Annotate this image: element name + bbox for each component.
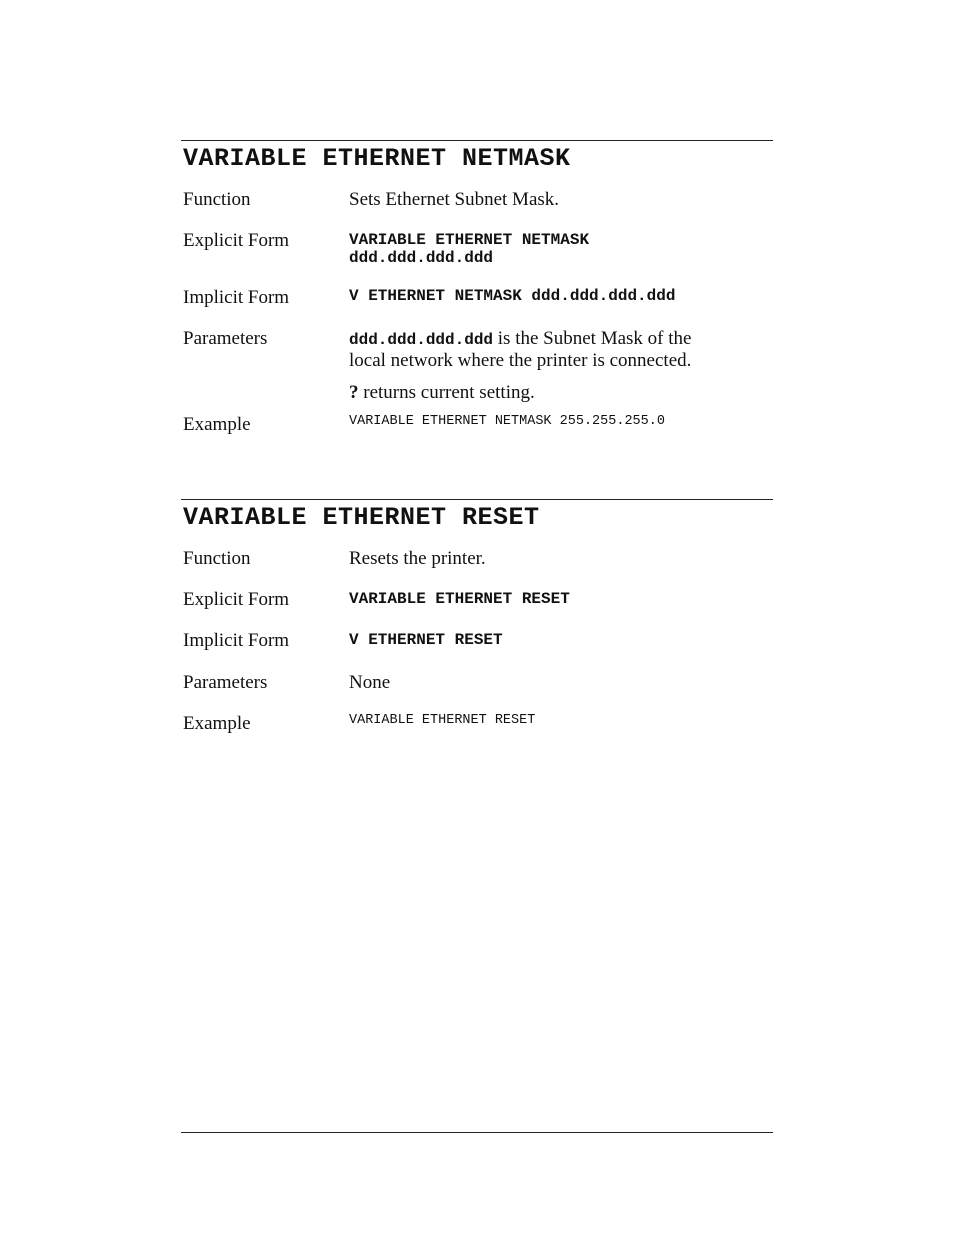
function-label: Function: [183, 548, 251, 569]
function-label: Function: [183, 189, 251, 210]
parameters-value: None: [349, 672, 391, 693]
parameter-text-1: is the Subnet Mask of the: [493, 328, 692, 349]
explicit-form-value: VARIABLE ETHERNET RESET: [349, 590, 570, 608]
parameters-value: [349, 328, 691, 404]
example-label: Example: [183, 713, 251, 734]
section-title-reset: VARIABLE ETHERNET RESET: [183, 503, 540, 532]
explicit-form-value: [349, 231, 589, 267]
example-value: VARIABLE ETHERNET NETMASK 255.255.255.0: [349, 414, 665, 429]
section-title-netmask: VARIABLE ETHERNET NETMASK: [183, 144, 571, 173]
implicit-form-label: Implicit Form: [183, 630, 290, 651]
parameter-text-2: local network where the printer is connected.: [349, 350, 692, 371]
implicit-form-label: Implicit Form: [183, 287, 290, 308]
explicit-form-label: Explicit Form: [183, 230, 290, 251]
query-text: returns current setting.: [358, 382, 535, 403]
footer-rule: [181, 1132, 773, 1133]
parameter-code: ddd.ddd.ddd.ddd: [349, 331, 494, 349]
implicit-form-value: V ETHERNET NETMASK ddd.ddd.ddd.ddd: [349, 287, 676, 305]
example-value: VARIABLE ETHERNET RESET: [349, 713, 536, 728]
parameters-label: Parameters: [183, 672, 268, 693]
section-netmask: [181, 140, 773, 450]
function-value: Resets the printer.: [349, 548, 486, 569]
query-symbol: ?: [349, 382, 359, 403]
section-reset: [181, 499, 773, 749]
explicit-form-line-1: VARIABLE ETHERNET NETMASK: [349, 231, 590, 249]
example-label: Example: [183, 414, 251, 435]
implicit-form-value: V ETHERNET RESET: [349, 631, 503, 649]
function-value: Sets Ethernet Subnet Mask.: [349, 189, 560, 210]
parameters-label: Parameters: [183, 328, 268, 349]
explicit-form-label: Explicit Form: [183, 589, 290, 610]
explicit-form-line-2: ddd.ddd.ddd.ddd: [349, 249, 494, 267]
